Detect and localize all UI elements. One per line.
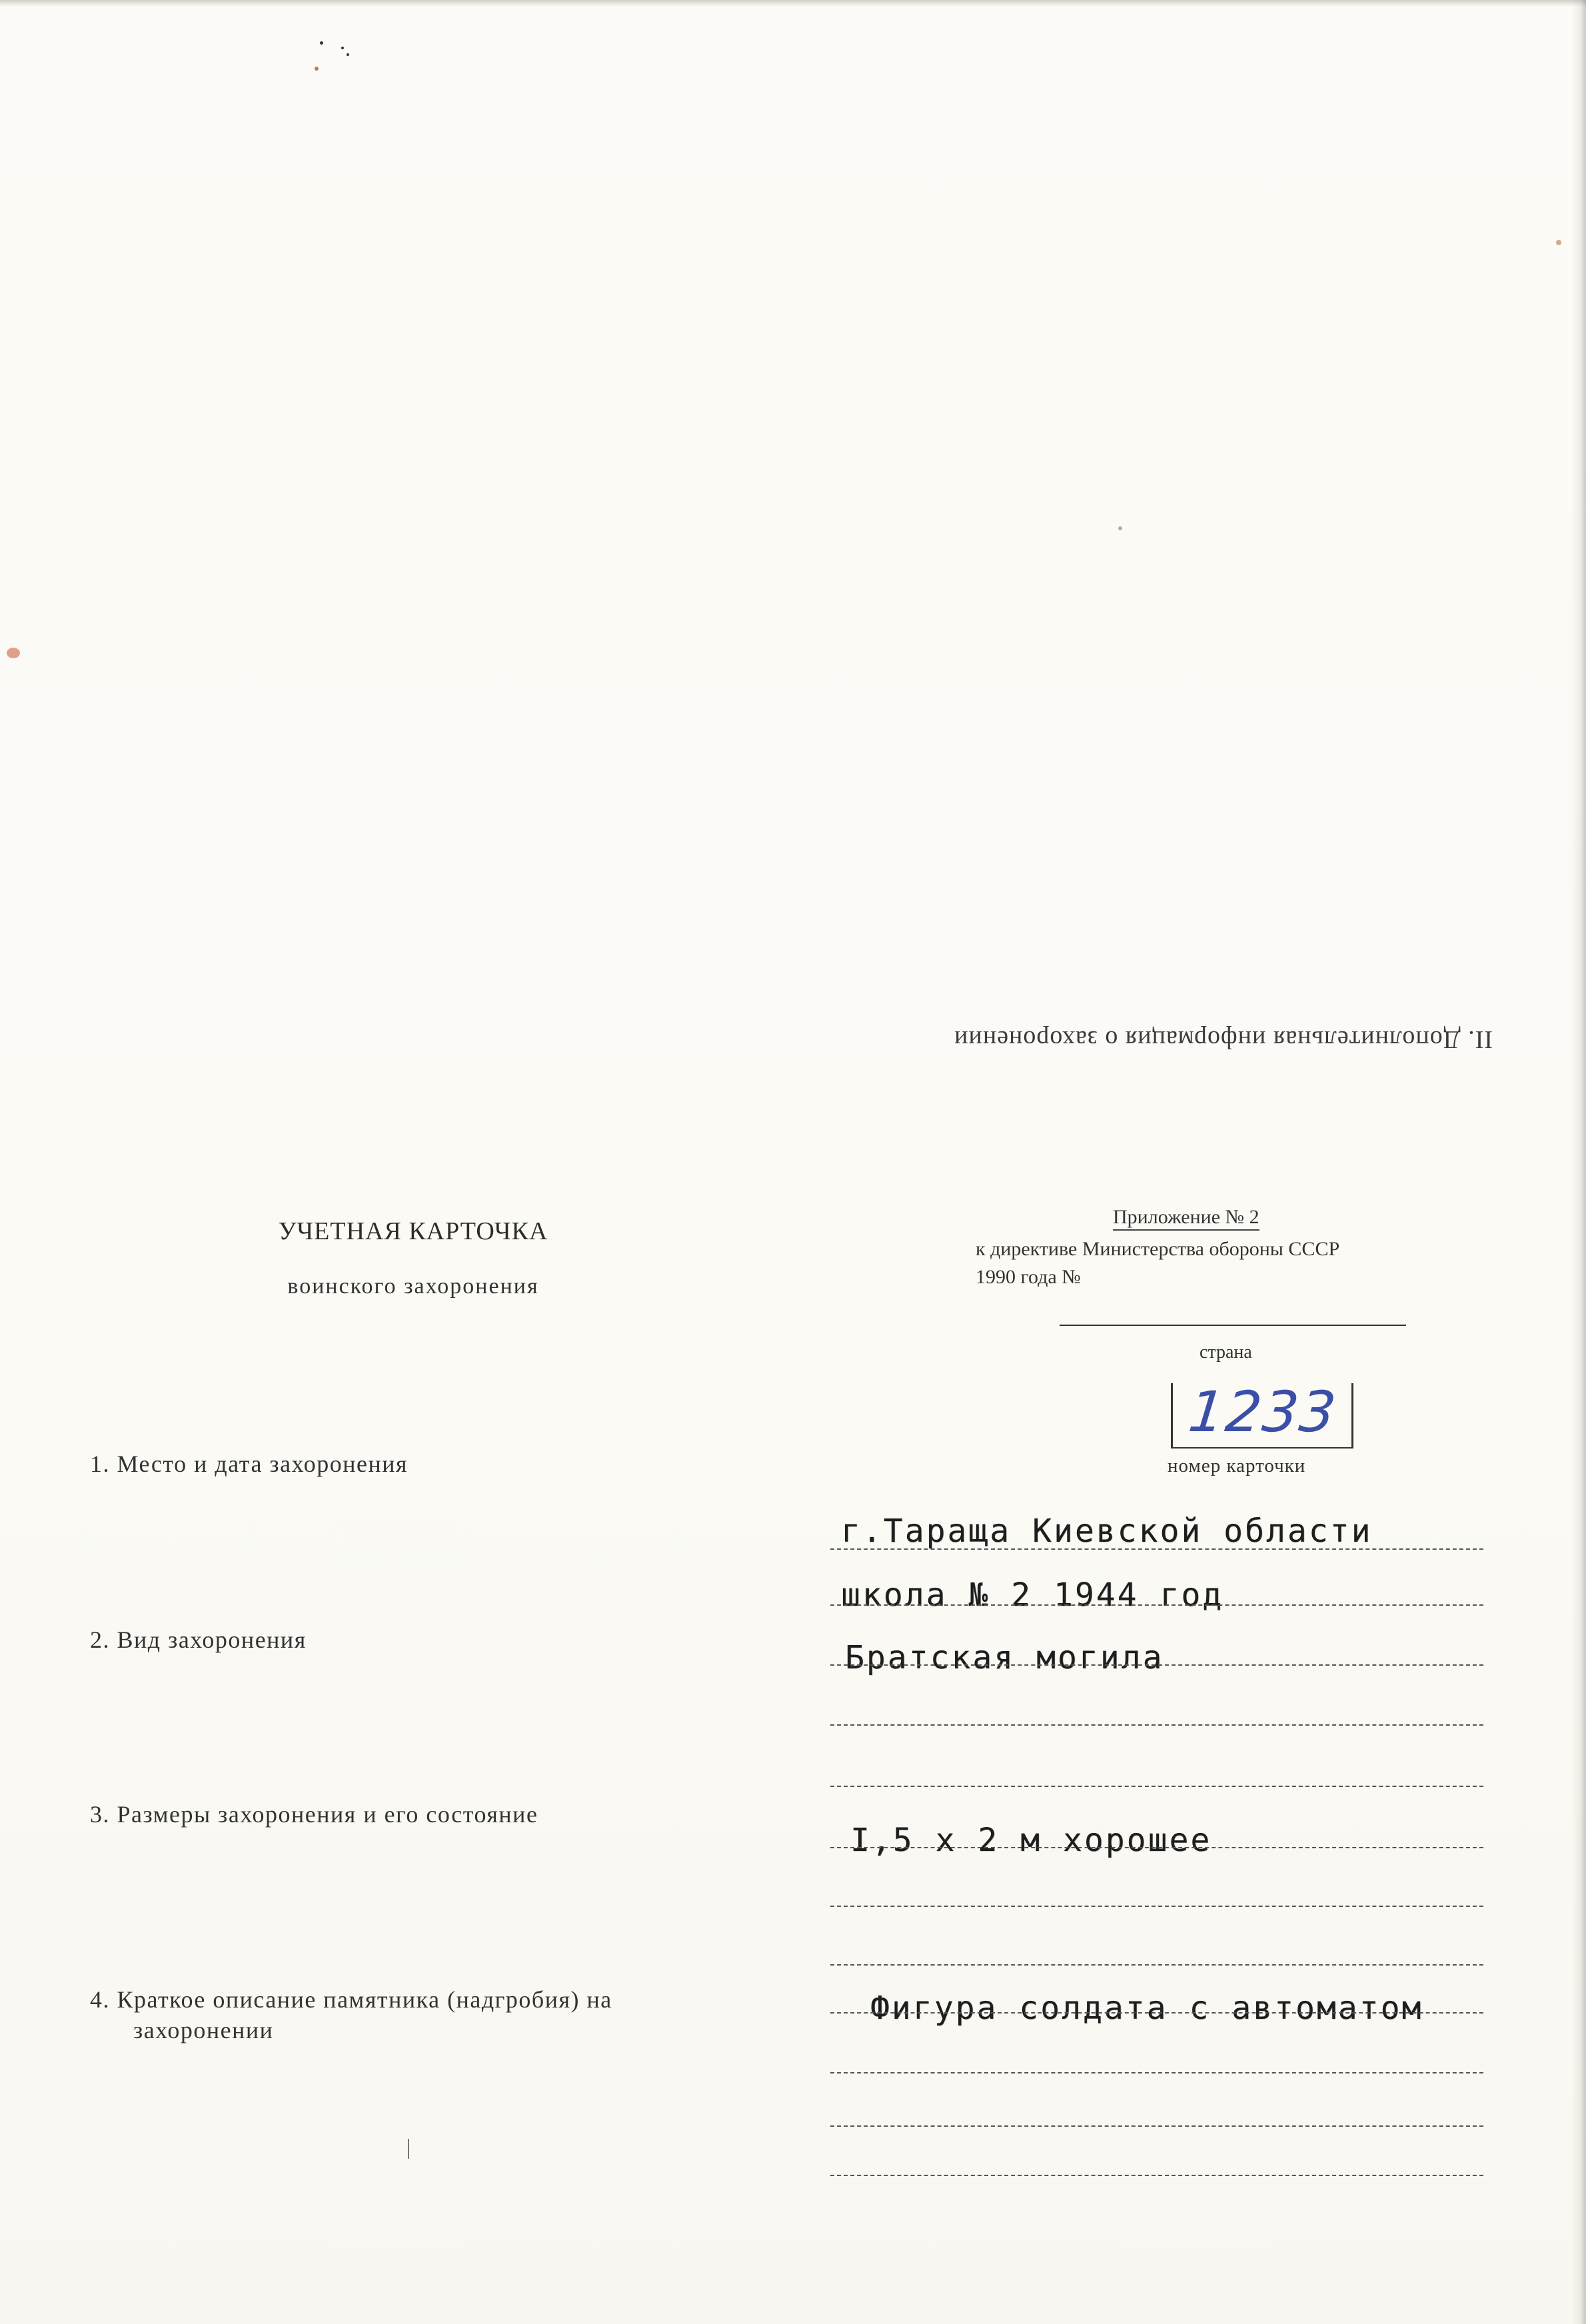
paper-speck xyxy=(347,53,349,56)
paper-speck xyxy=(320,41,323,45)
field-place-date-line-1 xyxy=(830,1548,1483,1550)
field-place-date-label: 1. Место и дата захоронения xyxy=(90,1451,408,1477)
field-type-value: Братская могила xyxy=(845,1639,1164,1676)
field-place-date-line-2 xyxy=(830,1604,1483,1606)
field-monument-value: Фигура солдата с автоматом xyxy=(870,1990,1423,2027)
appendix-directive-line: к директиве Министерства обороны СССР xyxy=(976,1238,1340,1260)
paper-right-edge xyxy=(1571,0,1586,2324)
field-size-state-value: I,5 х 2 м хорошее xyxy=(850,1822,1212,1859)
field-size-state-line-1 xyxy=(830,1847,1483,1848)
paper-mark xyxy=(408,2139,409,2159)
field-place-date-value-1: г.Тараща Киевской области xyxy=(841,1512,1373,1550)
field-type-line-3 xyxy=(830,1786,1483,1787)
field-monument-label-cont: захоронении xyxy=(133,2017,274,2043)
paper-speck xyxy=(315,67,319,71)
field-size-state-line-2 xyxy=(830,1906,1483,1907)
paper-speck xyxy=(7,648,20,658)
field-monument-line-3 xyxy=(830,2125,1483,2127)
field-size-state-label: 3. Размеры захоронения и его состояние xyxy=(90,1801,538,1828)
card-number-value: 1233 xyxy=(1185,1379,1341,1445)
field-monument-line-4 xyxy=(830,2175,1483,2176)
country-field-line[interactable] xyxy=(1060,1325,1406,1326)
paper-speck xyxy=(1118,526,1122,530)
appendix-year-line: 1990 года № xyxy=(976,1266,1081,1288)
paper-top-edge xyxy=(0,0,1586,7)
card-subtitle: воинского захоронения xyxy=(287,1274,539,1299)
card-number-label: номер карточки xyxy=(1168,1455,1306,1476)
field-type-line-1 xyxy=(830,1664,1483,1666)
appendix-title: Приложение № 2 xyxy=(1113,1206,1259,1231)
field-place-date-value-2: школа № 2 1944 год xyxy=(841,1576,1224,1614)
paper-speck xyxy=(1556,240,1561,245)
field-type-line-2 xyxy=(830,1724,1483,1726)
field-size-state-line-3 xyxy=(830,1964,1483,1966)
field-monument-line-1 xyxy=(830,2012,1483,2014)
field-monument-line-2 xyxy=(830,2072,1483,2073)
field-monument-label: 4. Краткое описание памятника (надгробия) на xyxy=(90,1986,612,2013)
card-title: УЧЕТНАЯ КАРТОЧКА xyxy=(278,1217,548,1245)
mirrored-section-header: II. Дополнительная информация о захоронении xyxy=(954,1025,1493,1053)
field-type-label: 2. Вид захоронения xyxy=(90,1626,307,1653)
paper-speck xyxy=(341,47,344,49)
country-label: страна xyxy=(1199,1342,1252,1363)
